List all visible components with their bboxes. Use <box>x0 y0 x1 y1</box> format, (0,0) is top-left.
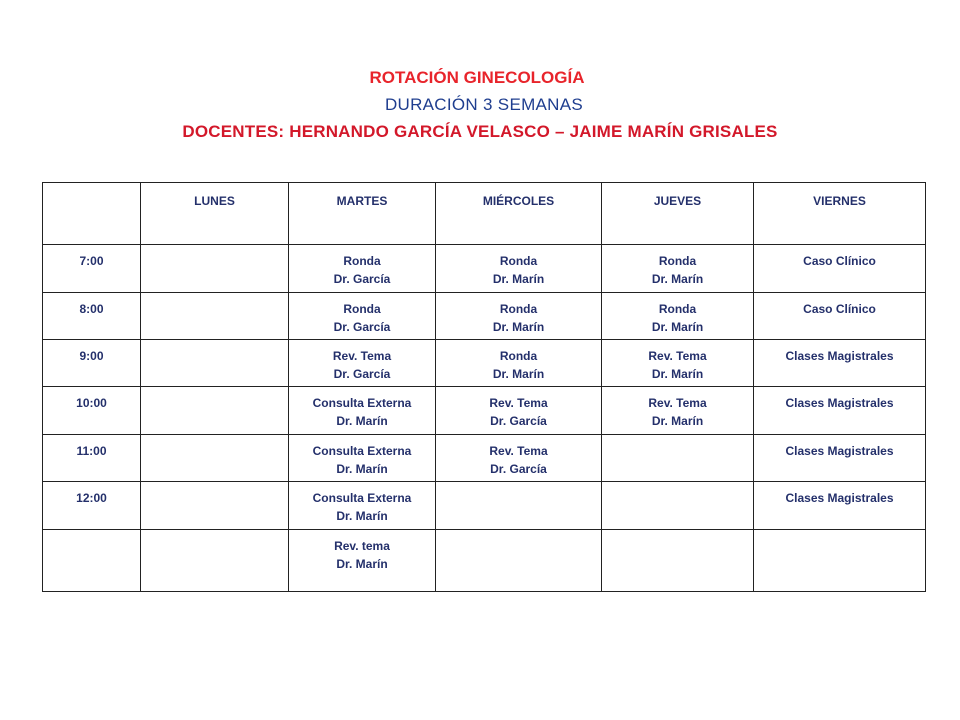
schedule-cell <box>602 340 754 387</box>
schedule-cell <box>289 387 436 434</box>
schedule-cell-line: Rev. Tema <box>332 349 392 364</box>
schedule-cell-line: Rev. Tema <box>648 396 707 411</box>
schedule-cell-line: Dr. Marín <box>651 414 704 429</box>
schedule-cell <box>436 482 602 529</box>
schedule-cell <box>602 434 754 481</box>
schedule-cell <box>141 529 289 591</box>
rotation-title: ROTACIÓN GINECOLOGÍA <box>369 68 585 87</box>
schedule-cell <box>754 387 926 434</box>
schedule-cell <box>141 340 289 387</box>
table-row <box>43 434 926 481</box>
schedule-cell-line: Dr. Marín <box>336 556 388 571</box>
schedule-cell <box>289 245 436 292</box>
schedule-cell <box>141 387 289 434</box>
table-row <box>43 482 926 529</box>
schedule-cell-line: Ronda <box>658 301 697 316</box>
duration-line: DURACIÓN 3 SEMANAS <box>384 95 584 114</box>
schedule-cell <box>289 529 436 591</box>
schedule-cell <box>436 434 602 481</box>
schedule-cell-line: Consulta Externa <box>312 491 412 506</box>
schedule-cell-line: Caso Clínico <box>803 301 876 316</box>
time-cell: 7:00 <box>43 245 141 292</box>
schedule-cell-line: Dr. García <box>333 272 391 287</box>
schedule-cell-line: Dr. García <box>333 319 391 334</box>
schedule-cell-line: Rev. Tema <box>489 443 548 458</box>
schedule-cell-line: Dr. García <box>490 461 547 476</box>
schedule-cell <box>602 245 754 292</box>
schedule-body <box>43 183 926 592</box>
schedule-cell-line: Caso Clínico <box>803 254 876 269</box>
schedule-cell-line: Ronda <box>499 254 538 269</box>
schedule-cell-line: Clases Magistrales <box>785 349 894 364</box>
schedule-cell <box>754 529 926 591</box>
schedule-cell-line: Dr. García <box>490 414 547 429</box>
schedule-cell <box>436 340 602 387</box>
schedule-cell <box>754 340 926 387</box>
schedule-cell-line: Ronda <box>658 254 697 269</box>
schedule-cell-line: Dr. Marín <box>492 319 545 334</box>
time-cell: 12:00 <box>43 482 141 529</box>
time-cell: 9:00 <box>43 340 141 387</box>
table-row <box>43 245 926 292</box>
time-cell: 10:00 <box>43 387 141 434</box>
schedule-cell <box>436 245 602 292</box>
schedule-table <box>42 182 926 592</box>
schedule-cell <box>754 434 926 481</box>
schedule-cell <box>289 292 436 339</box>
day-header: MARTES <box>289 183 436 245</box>
schedule-cell <box>436 387 602 434</box>
schedule-cell-line: Dr. Marín <box>651 319 704 334</box>
schedule-cell <box>436 292 602 339</box>
schedule-cell <box>602 387 754 434</box>
schedule-cell-line: Dr. Marín <box>651 272 704 287</box>
table-row <box>43 387 926 434</box>
time-cell: 8:00 <box>43 292 141 339</box>
schedule-cell <box>754 292 926 339</box>
header-row <box>43 183 926 245</box>
time-cell: 11:00 <box>43 434 141 481</box>
schedule-cell <box>602 292 754 339</box>
schedule-cell-line: Dr. Marín <box>492 367 545 382</box>
schedule-cell-line: Clases Magistrales <box>785 396 894 411</box>
schedule-cell <box>289 434 436 481</box>
schedule-cell-line: Dr. Marín <box>336 509 388 524</box>
day-header: MIÉRCOLES <box>436 183 602 245</box>
schedule-cell <box>141 482 289 529</box>
schedule-cell-line: Clases Magistrales <box>785 443 894 458</box>
header-corner-cell <box>43 183 141 245</box>
schedule-cell <box>754 482 926 529</box>
schedule-cell-line: Dr. Marín <box>651 367 704 382</box>
schedule-cell-line: Clases Magistrales <box>785 491 894 506</box>
schedule-cell-line: Ronda <box>499 301 538 316</box>
table-row <box>43 340 926 387</box>
schedule-cell <box>289 340 436 387</box>
schedule-cell <box>602 529 754 591</box>
schedule-cell-line: Dr. Marín <box>492 272 545 287</box>
schedule-cell-line: Ronda <box>343 254 381 269</box>
schedule-cell-line: Ronda <box>499 349 538 364</box>
schedule-cell-line: Consulta Externa <box>312 396 412 411</box>
day-header: JUEVES <box>602 183 754 245</box>
table-row <box>43 292 926 339</box>
day-header: LUNES <box>141 183 289 245</box>
schedule-cell <box>754 245 926 292</box>
schedule-cell-line: Dr. Marín <box>336 414 388 429</box>
day-header: VIERNES <box>754 183 926 245</box>
schedule-cell-line: Rev. Tema <box>648 349 707 364</box>
schedule-cell-line: Consulta Externa <box>312 443 412 458</box>
schedule-cell <box>141 434 289 481</box>
schedule-cell <box>602 482 754 529</box>
schedule-cell-line: Rev. tema <box>334 538 390 553</box>
table-row <box>43 529 926 591</box>
schedule-cell <box>436 529 602 591</box>
instructors-line: DOCENTES: HERNANDO GARCÍA VELASCO – JAIME MARÍN GRISALES <box>182 122 778 141</box>
schedule-cell <box>289 482 436 529</box>
schedule-cell-line: Dr. Marín <box>336 461 388 476</box>
time-cell <box>43 529 141 591</box>
schedule-cell-line: Dr. García <box>333 367 391 382</box>
document-title-block <box>0 64 960 145</box>
schedule-cell-line: Rev. Tema <box>489 396 548 411</box>
schedule-cell <box>141 245 289 292</box>
schedule-cell-line: Ronda <box>343 301 381 316</box>
schedule-cell <box>141 292 289 339</box>
